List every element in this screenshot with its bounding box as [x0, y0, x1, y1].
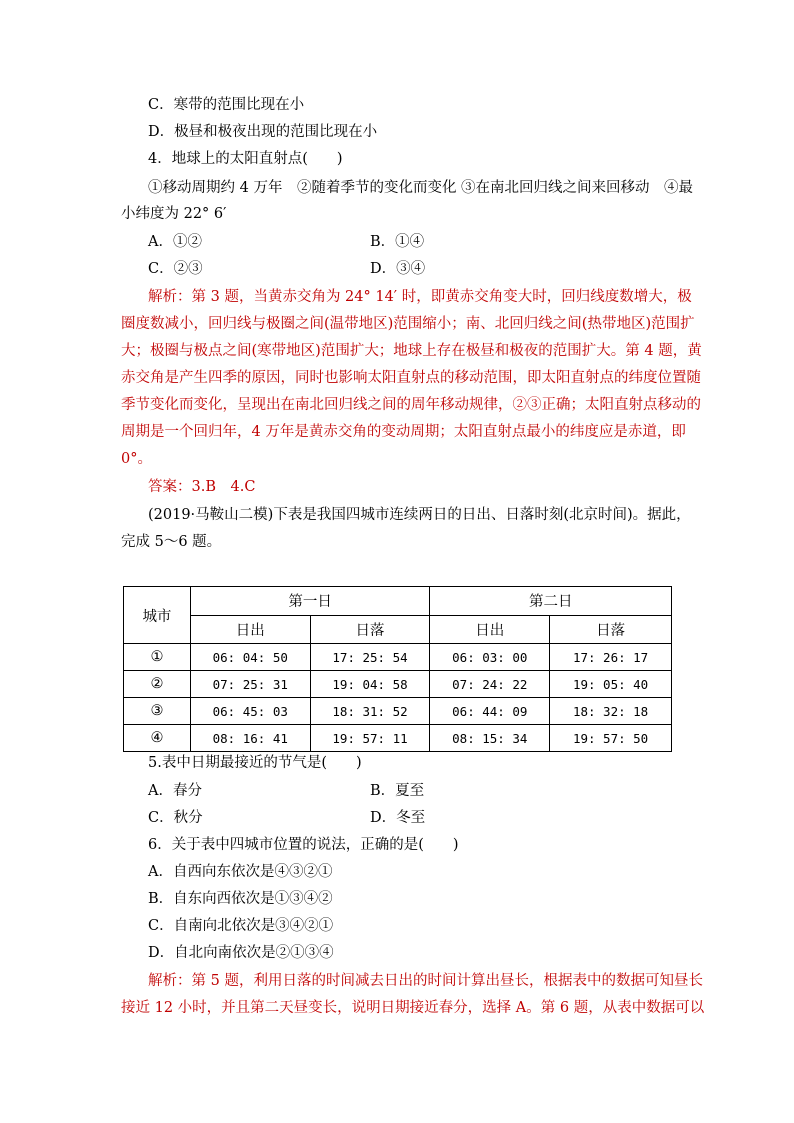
q4-option-d: D．③④ — [370, 261, 426, 277]
header-day1: 第一日 — [190, 587, 430, 616]
q4-items-line1: ①移动周期约 4 万年 ②随着季节的变化而变化 ③在南北回归线之间来回移动 ④最 — [148, 180, 694, 196]
answer1: 答案：3.B 4.C — [148, 479, 256, 495]
table-subheader-row — [124, 615, 672, 644]
analysis1-line3: 大；极圈与极点之间(寒带地区)范围扩大；地球上存在极昼和极夜的范围扩大。第 4 题，黄 — [121, 343, 702, 359]
time-cell: 19: 04: 58 — [310, 671, 430, 698]
time-cell: 18: 32: 18 — [550, 698, 672, 725]
intro-line2: 完成 5～6 题。 — [121, 534, 222, 550]
q6-option-d: D．自北向南依次是②①③④ — [148, 945, 334, 961]
header-day2: 第二日 — [430, 587, 672, 616]
header-day2-sunrise: 日出 — [430, 615, 550, 644]
q4-option-c: C．②③ — [148, 261, 203, 277]
time-cell: 19: 57: 11 — [310, 725, 430, 752]
intro-line1: (2019·马鞍山二模)下表是我国四城市连续两日的日出、日落时刻(北京时间)。据此， — [148, 507, 691, 523]
time-cell: 06: 03: 00 — [430, 644, 550, 671]
analysis1-line1: 解析：第 3 题，当黄赤交角为 24° 14′ 时，即黄赤交角变大时，回归线度数增大，极 — [148, 289, 692, 305]
answer1-label: 答案： — [148, 479, 192, 495]
time-cell: 17: 25: 54 — [310, 644, 430, 671]
q5-option-a: A．春分 — [148, 783, 202, 799]
q4-option-a: A．①② — [148, 234, 202, 250]
analysis1-line4: 赤交角是产生四季的原因，同时也影响太阳直射点的移动范围，即太阳直射点的纬度位置随 — [121, 370, 701, 386]
analysis1-line5: 季节变化而变化，呈现出在南北回归线之间的周年移动规律，②③正确；太阳直射点移动的 — [121, 397, 701, 413]
q5-option-d: D．冬至 — [370, 810, 426, 826]
q3-option-c: C．寒带的范围比现在小 — [148, 97, 305, 113]
table-row — [124, 671, 672, 698]
analysis2-label: 解析： — [148, 973, 192, 989]
q5-option-b: B．夏至 — [370, 783, 425, 799]
time-cell: 06: 04: 50 — [190, 644, 310, 671]
time-cell: 06: 44: 09 — [430, 698, 550, 725]
q4-items-line2: 小纬度为 22° 6′ — [121, 206, 227, 222]
time-cell: 18: 31: 52 — [310, 698, 430, 725]
city-cell: ④ — [124, 725, 191, 752]
analysis2-line2: 接近 12 小时，并且第二天昼变长，说明日期接近春分，选择 A。第 6 题，从表中数据可以 — [121, 1000, 705, 1016]
q4-stem: 4．地球上的太阳直射点( ) — [148, 151, 343, 167]
header-day2-sunset: 日落 — [550, 615, 672, 644]
time-cell: 19: 05: 40 — [550, 671, 672, 698]
analysis1-label: 解析： — [148, 289, 192, 305]
time-cell: 07: 24: 22 — [430, 671, 550, 698]
city-cell: ③ — [124, 698, 191, 725]
table-header-row — [124, 587, 672, 616]
header-day1-sunrise: 日出 — [190, 615, 310, 644]
table-row — [124, 644, 672, 671]
q5-stem: 5.表中日期最接近的节气是( ) — [148, 755, 362, 771]
q3-option-d: D．极昼和极夜出现的范围比现在小 — [148, 124, 378, 140]
analysis2-line1: 解析：第 5 题，利用日落的时间减去日出的时间计算出昼长，根据表中的数据可知昼长 — [148, 973, 703, 989]
analysis1-line7: 0°。 — [121, 451, 152, 467]
analysis1-line2: 圈度数减小，回归线与极圈之间(温带地区)范围缩小；南、北回归线之间(热带地区)范围扩 — [121, 316, 695, 332]
analysis1-line6: 周期是一个回归年，4 万年是黄赤交角的变动周期；太阳直射点最小的纬度应是赤道，即 — [121, 424, 686, 440]
header-day1-sunset: 日落 — [310, 615, 430, 644]
time-cell: 17: 26: 17 — [550, 644, 672, 671]
q6-option-a: A．自西向东依次是④③②① — [148, 864, 333, 880]
table-row — [124, 698, 672, 725]
time-cell: 06: 45: 03 — [190, 698, 310, 725]
q5-option-c: C．秋分 — [148, 810, 203, 826]
q6-stem: 6．关于表中四城市位置的说法，正确的是( ) — [148, 837, 459, 853]
time-cell: 08: 16: 41 — [190, 725, 310, 752]
city-cell: ② — [124, 671, 191, 698]
table-row — [124, 725, 672, 752]
header-city: 城市 — [124, 587, 191, 644]
q6-option-b: B．自东向西依次是①③④② — [148, 891, 333, 907]
q6-option-c: C．自南向北依次是③④②① — [148, 918, 334, 934]
time-cell: 08: 15: 34 — [430, 725, 550, 752]
time-cell: 19: 57: 50 — [550, 725, 672, 752]
sunrise-sunset-table — [123, 586, 672, 752]
time-cell: 07: 25: 31 — [190, 671, 310, 698]
q4-option-b: B．①④ — [370, 234, 425, 250]
city-cell: ① — [124, 644, 191, 671]
